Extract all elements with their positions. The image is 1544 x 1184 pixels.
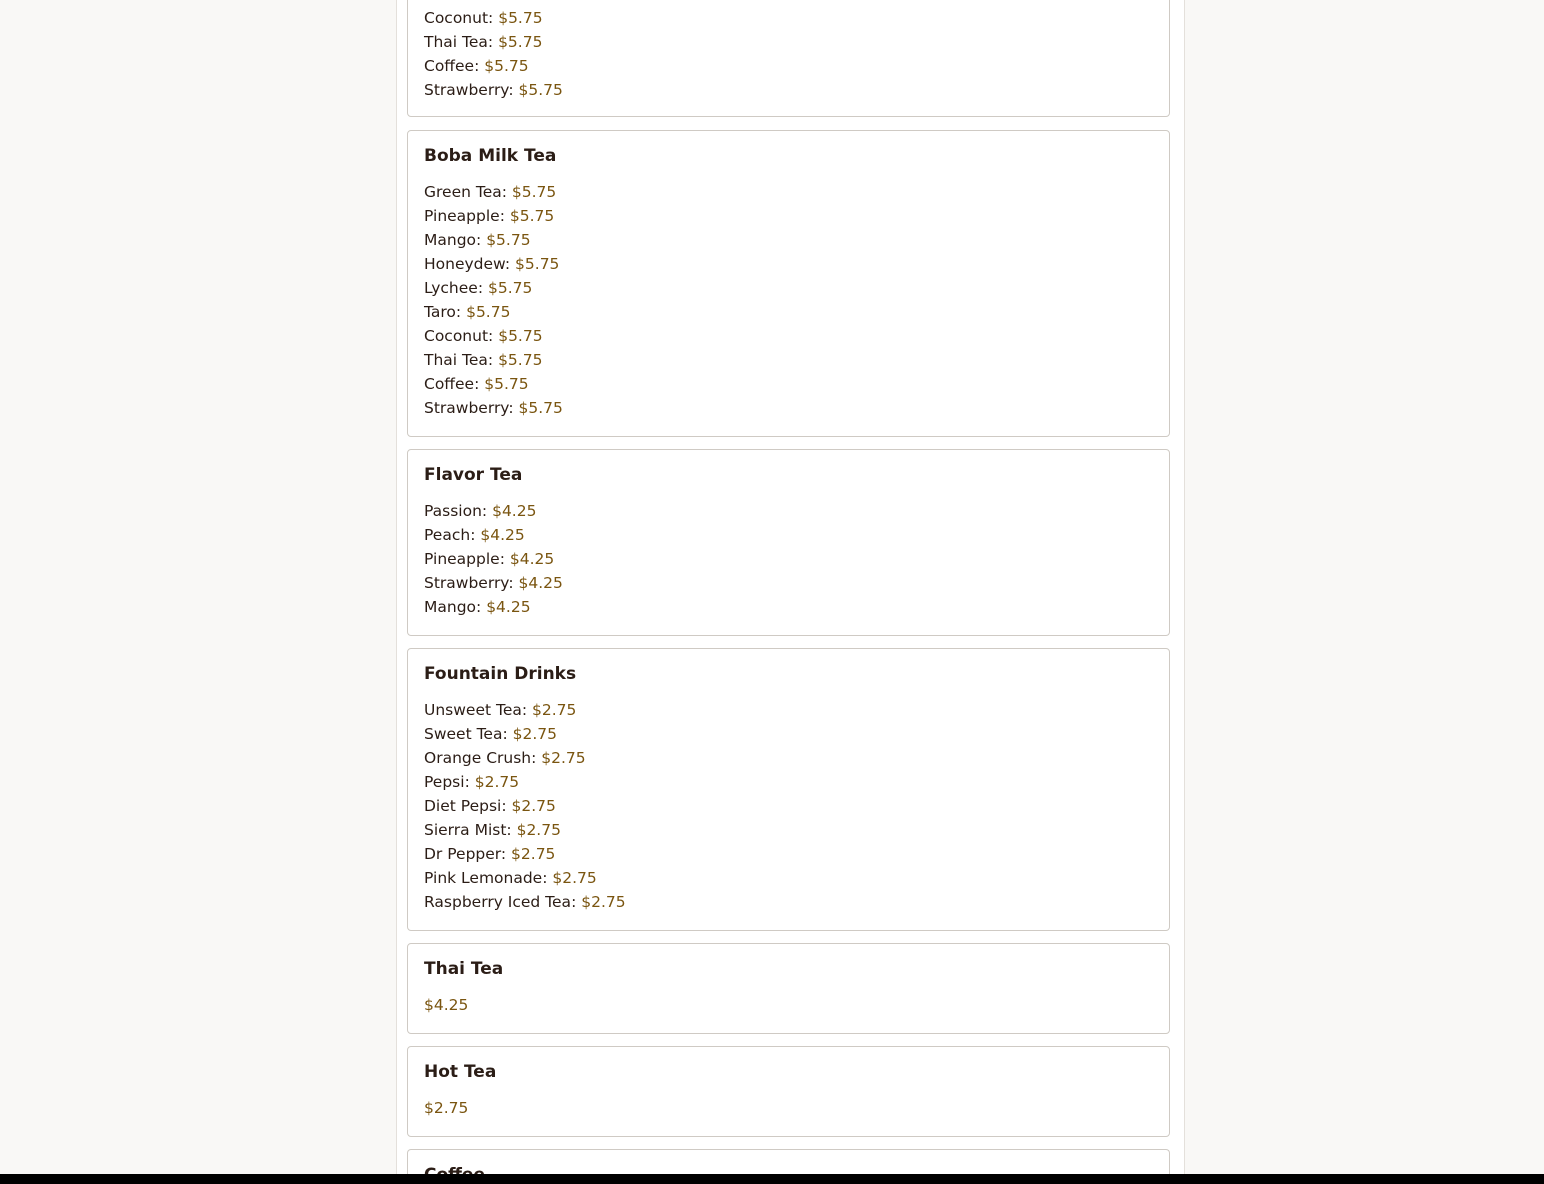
menu-item <box>424 1096 468 1120</box>
menu-card-partial-top <box>407 0 1170 117</box>
menu-item-price: $5.75 <box>509 207 555 225</box>
menu-item: Mango: $4.25 <box>424 598 531 616</box>
menu-item-price: $2.75 <box>541 749 586 767</box>
menu-item: Pineapple: $5.75 <box>424 207 555 225</box>
menu-card-title: Thai Tea <box>424 959 504 979</box>
menu-item-price: $2.75 <box>552 869 597 887</box>
menu-item-price: $5.75 <box>466 303 511 321</box>
menu-card-title: Hot Tea <box>424 1062 497 1082</box>
menu-item-price: $5.75 <box>511 183 557 201</box>
menu-item: Coconut: $5.75 <box>424 327 543 345</box>
menu-card-title: Fountain Drinks <box>424 664 577 684</box>
menu-card-title: Boba Milk Tea <box>424 146 557 166</box>
menu-item-price: $2.75 <box>516 821 561 839</box>
menu-item: Green Tea: $5.75 <box>424 183 557 201</box>
menu-item: Lychee: $5.75 <box>424 279 533 297</box>
menu-item-price: $4.25 <box>480 526 525 544</box>
menu-item: Strawberry: $5.75 <box>424 399 563 417</box>
menu-item: Mango: $5.75 <box>424 231 531 249</box>
menu-card-title: Flavor Tea <box>424 465 523 485</box>
menu-card-hot-tea <box>407 1046 1170 1137</box>
menu-item: Dr Pepper: $2.75 <box>424 845 556 863</box>
menu-item: Strawberry: $5.75 <box>424 81 563 99</box>
menu-item: Thai Tea: $5.75 <box>424 33 543 51</box>
menu-item-price: $5.75 <box>518 399 563 417</box>
menu-item-price: $4.25 <box>492 502 537 520</box>
menu-item-price: $5.75 <box>515 255 560 273</box>
menu-item-price: $5.75 <box>518 81 563 99</box>
menu-item: Sierra Mist: $2.75 <box>424 821 561 839</box>
menu-item-price: $4.25 <box>518 574 563 592</box>
menu-item-list <box>424 993 468 1017</box>
screen-bottom-bar <box>0 1174 1544 1184</box>
menu-card-boba-milk-tea <box>407 130 1170 437</box>
menu-item-list <box>424 180 563 420</box>
menu-card-thai-tea <box>407 943 1170 1034</box>
menu-item: Thai Tea: $5.75 <box>424 351 543 369</box>
menu-item: Coffee: $5.75 <box>424 57 529 75</box>
menu-item-list <box>424 6 563 102</box>
menu-item <box>424 993 468 1017</box>
menu-item-price: $5.75 <box>484 375 529 393</box>
menu-item: Pineapple: $4.25 <box>424 550 555 568</box>
menu-item-price: $5.75 <box>498 327 543 345</box>
menu-item-price: $5.75 <box>486 231 531 249</box>
menu-item: Unsweet Tea: $2.75 <box>424 701 577 719</box>
menu-item-price: $2.75 <box>511 845 556 863</box>
menu-item-price: $5.75 <box>484 57 529 75</box>
menu-item-price: $2.75 <box>511 797 556 815</box>
menu-item: Passion: $4.25 <box>424 502 537 520</box>
menu-item: Diet Pepsi: $2.75 <box>424 797 556 815</box>
menu-item: Honeydew: $5.75 <box>424 255 560 273</box>
menu-item: Pepsi: $2.75 <box>424 773 520 791</box>
menu-item-price: $2.75 <box>512 725 557 743</box>
menu-item-list <box>424 499 563 619</box>
menu-item-list <box>424 698 626 914</box>
menu-item-price: $2.75 <box>424 1099 469 1117</box>
menu-item-price: $2.75 <box>581 893 626 911</box>
menu-item: Coconut: $5.75 <box>424 9 543 27</box>
menu-item: Taro: $5.75 <box>424 303 511 321</box>
menu-card-flavor-tea <box>407 449 1170 636</box>
menu-item-price: $4.25 <box>424 996 469 1014</box>
menu-item: Sweet Tea: $2.75 <box>424 725 557 743</box>
menu-item: Raspberry Iced Tea: $2.75 <box>424 893 626 911</box>
menu-item-price: $5.75 <box>498 351 543 369</box>
menu-item: Pink Lemonade: $2.75 <box>424 869 597 887</box>
menu-item-price: $4.25 <box>486 598 531 616</box>
menu-item-price: $5.75 <box>498 9 543 27</box>
menu-item: Coffee: $5.75 <box>424 375 529 393</box>
menu-item-list <box>424 1096 468 1120</box>
menu-item: Orange Crush: $2.75 <box>424 749 586 767</box>
menu-item: Strawberry: $4.25 <box>424 574 563 592</box>
menu-item-price: $2.75 <box>532 701 577 719</box>
menu-item-price: $4.25 <box>509 550 555 568</box>
menu-item-price: $5.75 <box>498 33 543 51</box>
menu-item-price: $2.75 <box>474 773 520 791</box>
menu-card-fountain-drinks <box>407 648 1170 931</box>
menu-item: Peach: $4.25 <box>424 526 525 544</box>
menu-item-price: $5.75 <box>487 279 533 297</box>
